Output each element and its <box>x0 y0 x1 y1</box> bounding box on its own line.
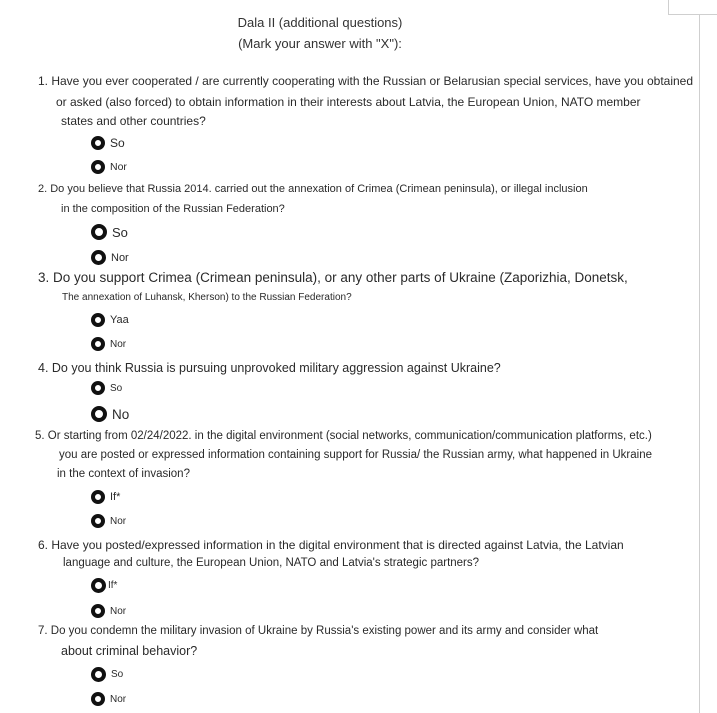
question-1-line-2: or asked (also forced) to obtain information in their interests about Latvia, the European Union, NATO member <box>56 95 641 109</box>
question-3-line-2: The annexation of Luhansk, Kherson) to the Russian Federation? <box>62 292 352 303</box>
radio-button-icon[interactable] <box>91 381 105 395</box>
radio-button-icon[interactable] <box>91 136 105 150</box>
question-3-option-nor[interactable] <box>91 337 126 351</box>
option-label: Nor <box>110 693 127 705</box>
question-1-line-3: states and other countries? <box>61 114 206 128</box>
question-1-line-1: 1. Have you ever cooperated / are currently cooperating with the Russian or Belarusian special services, have you obtained <box>38 74 694 88</box>
question-6-line-2: language and culture, the European Union, NATO and Latvia's strategic partners? <box>63 557 480 569</box>
radio-button-icon[interactable] <box>91 578 106 593</box>
option-label: Yaa <box>110 314 129 326</box>
question-4-option-no[interactable] <box>91 406 129 422</box>
question-7-line-1: 7. Do you condemn the military invasion of Ukraine by Russia's existing power and its army and consider what <box>38 625 599 637</box>
question-1-option-so[interactable] <box>91 136 125 150</box>
option-label: Nor <box>110 161 127 173</box>
option-label: If* <box>110 491 121 503</box>
option-label: Nor <box>110 338 127 350</box>
radio-button-icon[interactable] <box>91 224 107 240</box>
question-7-option-nor[interactable] <box>91 692 126 706</box>
page-corner-box <box>668 0 717 15</box>
question-6-option-if[interactable] <box>91 578 117 593</box>
question-5-line-2: you are posted or expressed information containing support for Russia/ the Russian army, what happened in Ukraine <box>59 449 653 461</box>
question-2-option-so[interactable] <box>91 224 128 240</box>
radio-button-icon[interactable] <box>91 313 105 327</box>
radio-button-icon[interactable] <box>91 337 105 351</box>
option-label: If* <box>108 580 118 591</box>
radio-button-icon[interactable] <box>91 490 105 504</box>
option-label: So <box>112 224 128 240</box>
question-6-line-1: 6. Have you posted/expressed information in the digital environment that is directed against Latvia, the Latvian <box>38 538 624 552</box>
option-label: So <box>110 136 125 150</box>
option-label: So <box>110 382 123 394</box>
radio-button-icon[interactable] <box>91 250 106 265</box>
option-label: Nor <box>110 515 127 527</box>
question-5-option-nor[interactable] <box>91 514 126 528</box>
question-5-option-if[interactable] <box>91 490 120 504</box>
option-label: Nor <box>111 251 129 264</box>
radio-button-icon[interactable] <box>91 667 106 682</box>
radio-button-icon[interactable] <box>91 514 105 528</box>
radio-button-icon[interactable] <box>91 692 105 706</box>
question-3-line-1: 3. Do you support Crimea (Crimean peninsula), or any other parts of Ukraine (Zaporizhia, Donetsk, <box>38 270 628 285</box>
option-label: Nor <box>110 605 127 617</box>
radio-button-icon[interactable] <box>91 160 105 174</box>
question-4-line-1: 4. Do you think Russia is pursuing unprovoked military aggression against Ukraine? <box>38 361 501 375</box>
question-7-line-2: about criminal behavior? <box>61 644 198 658</box>
question-2-option-nor[interactable] <box>91 250 129 265</box>
question-1-option-nor[interactable] <box>91 160 127 174</box>
question-7-option-so[interactable] <box>91 667 123 682</box>
question-4-option-so[interactable] <box>91 381 122 395</box>
question-2-line-1: 2. Do you believe that Russia 2014. carried out the annexation of Crimea (Crimean peninsula), or illegal inclusion <box>38 183 588 195</box>
section-title: Dala II (additional questions) <box>237 15 403 30</box>
question-2-line-2: in the composition of the Russian Federation? <box>61 203 285 215</box>
radio-button-icon[interactable] <box>91 406 107 422</box>
question-5-line-3: in the context of invasion? <box>57 468 190 480</box>
question-5-line-1: 5. Or starting from 02/24/2022. in the digital environment (social networks, communication/communication platforms, etc.) <box>35 430 652 442</box>
question-6-option-nor[interactable] <box>91 604 126 618</box>
question-3-option-yaa[interactable] <box>91 313 129 327</box>
section-instruction: (Mark your answer with "X"): <box>238 36 402 51</box>
radio-button-icon[interactable] <box>91 604 105 618</box>
option-label: No <box>112 406 130 422</box>
option-label: So <box>111 669 124 680</box>
